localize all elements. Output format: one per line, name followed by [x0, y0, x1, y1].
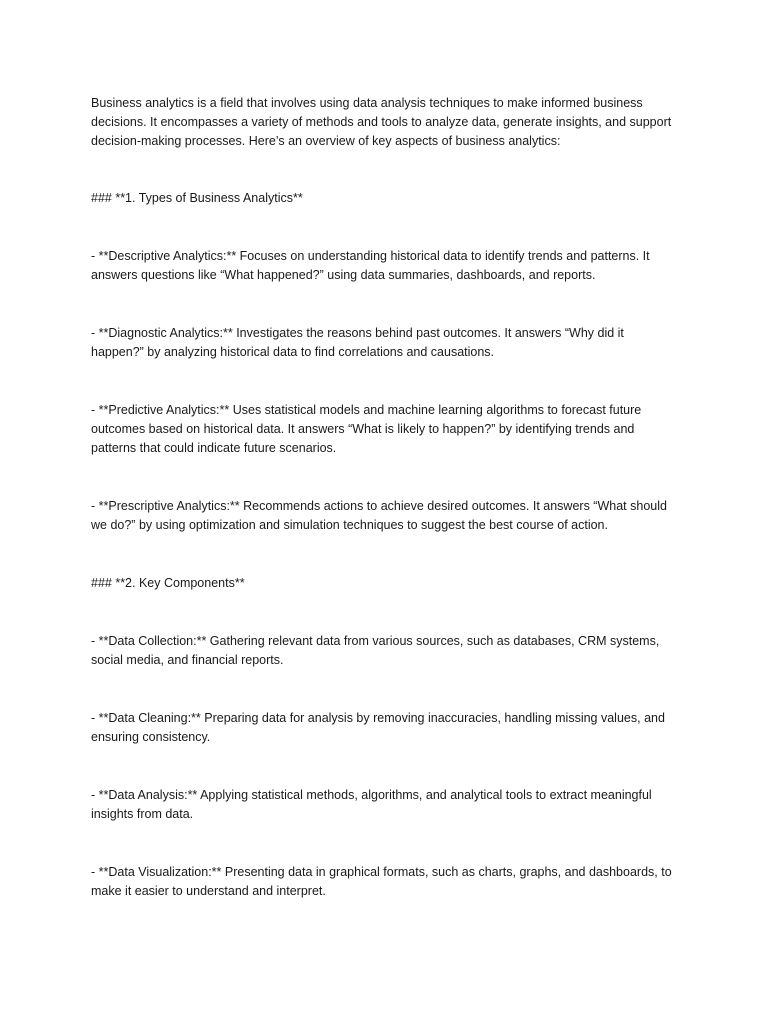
bullet-prescriptive-analytics: - **Prescriptive Analytics:** Recommends actions to achieve desired outcomes. It answers “What should we do?” by using optimization and simulation techniques to suggest the best course of action. [91, 499, 667, 532]
bullet-data-collection: - **Data Collection:** Gathering relevant data from various sources, such as databases, CRM systems, social media, and financial reports. [91, 634, 660, 667]
section-heading-components: ### **2. Key Components** [91, 576, 245, 590]
intro-paragraph: Business analytics is a field that involves using data analysis techniques to make informed business decisions. It encompasses a variety of methods and tools to analyze data, generate insights, and support decision-making processes. Here’s an overview of key aspects of business analytics: [91, 96, 672, 148]
bullet-data-cleaning: - **Data Cleaning:** Preparing data for analysis by removing inaccuracies, handling missing values, and ensuring consistency. [91, 711, 665, 744]
bullet-descriptive-analytics: - **Descriptive Analytics:** Focuses on understanding historical data to identify trends and patterns. It answers questions like “What happened?” using data summaries, dashboards, and reports. [91, 249, 650, 282]
bullet-predictive-analytics: - **Predictive Analytics:** Uses statistical models and machine learning algorithms to forecast future outcomes based on historical data. It answers “What is likely to happen?” by identifying trends and patterns that could indicate future scenarios. [91, 403, 642, 455]
bullet-diagnostic-analytics: - **Diagnostic Analytics:** Investigates the reasons behind past outcomes. It answers “Why did it happen?” by analyzing historical data to find correlations and causations. [91, 326, 624, 359]
bullet-data-analysis: - **Data Analysis:** Applying statistical methods, algorithms, and analytical tools to extract meaningful insights from data. [91, 788, 652, 821]
bullet-data-visualization: - **Data Visualization:** Presenting data in graphical formats, such as charts, graphs, and dashboards, to make it easier to understand and interpret. [91, 865, 672, 898]
section-heading-types: ### **1. Types of Business Analytics** [91, 191, 303, 205]
